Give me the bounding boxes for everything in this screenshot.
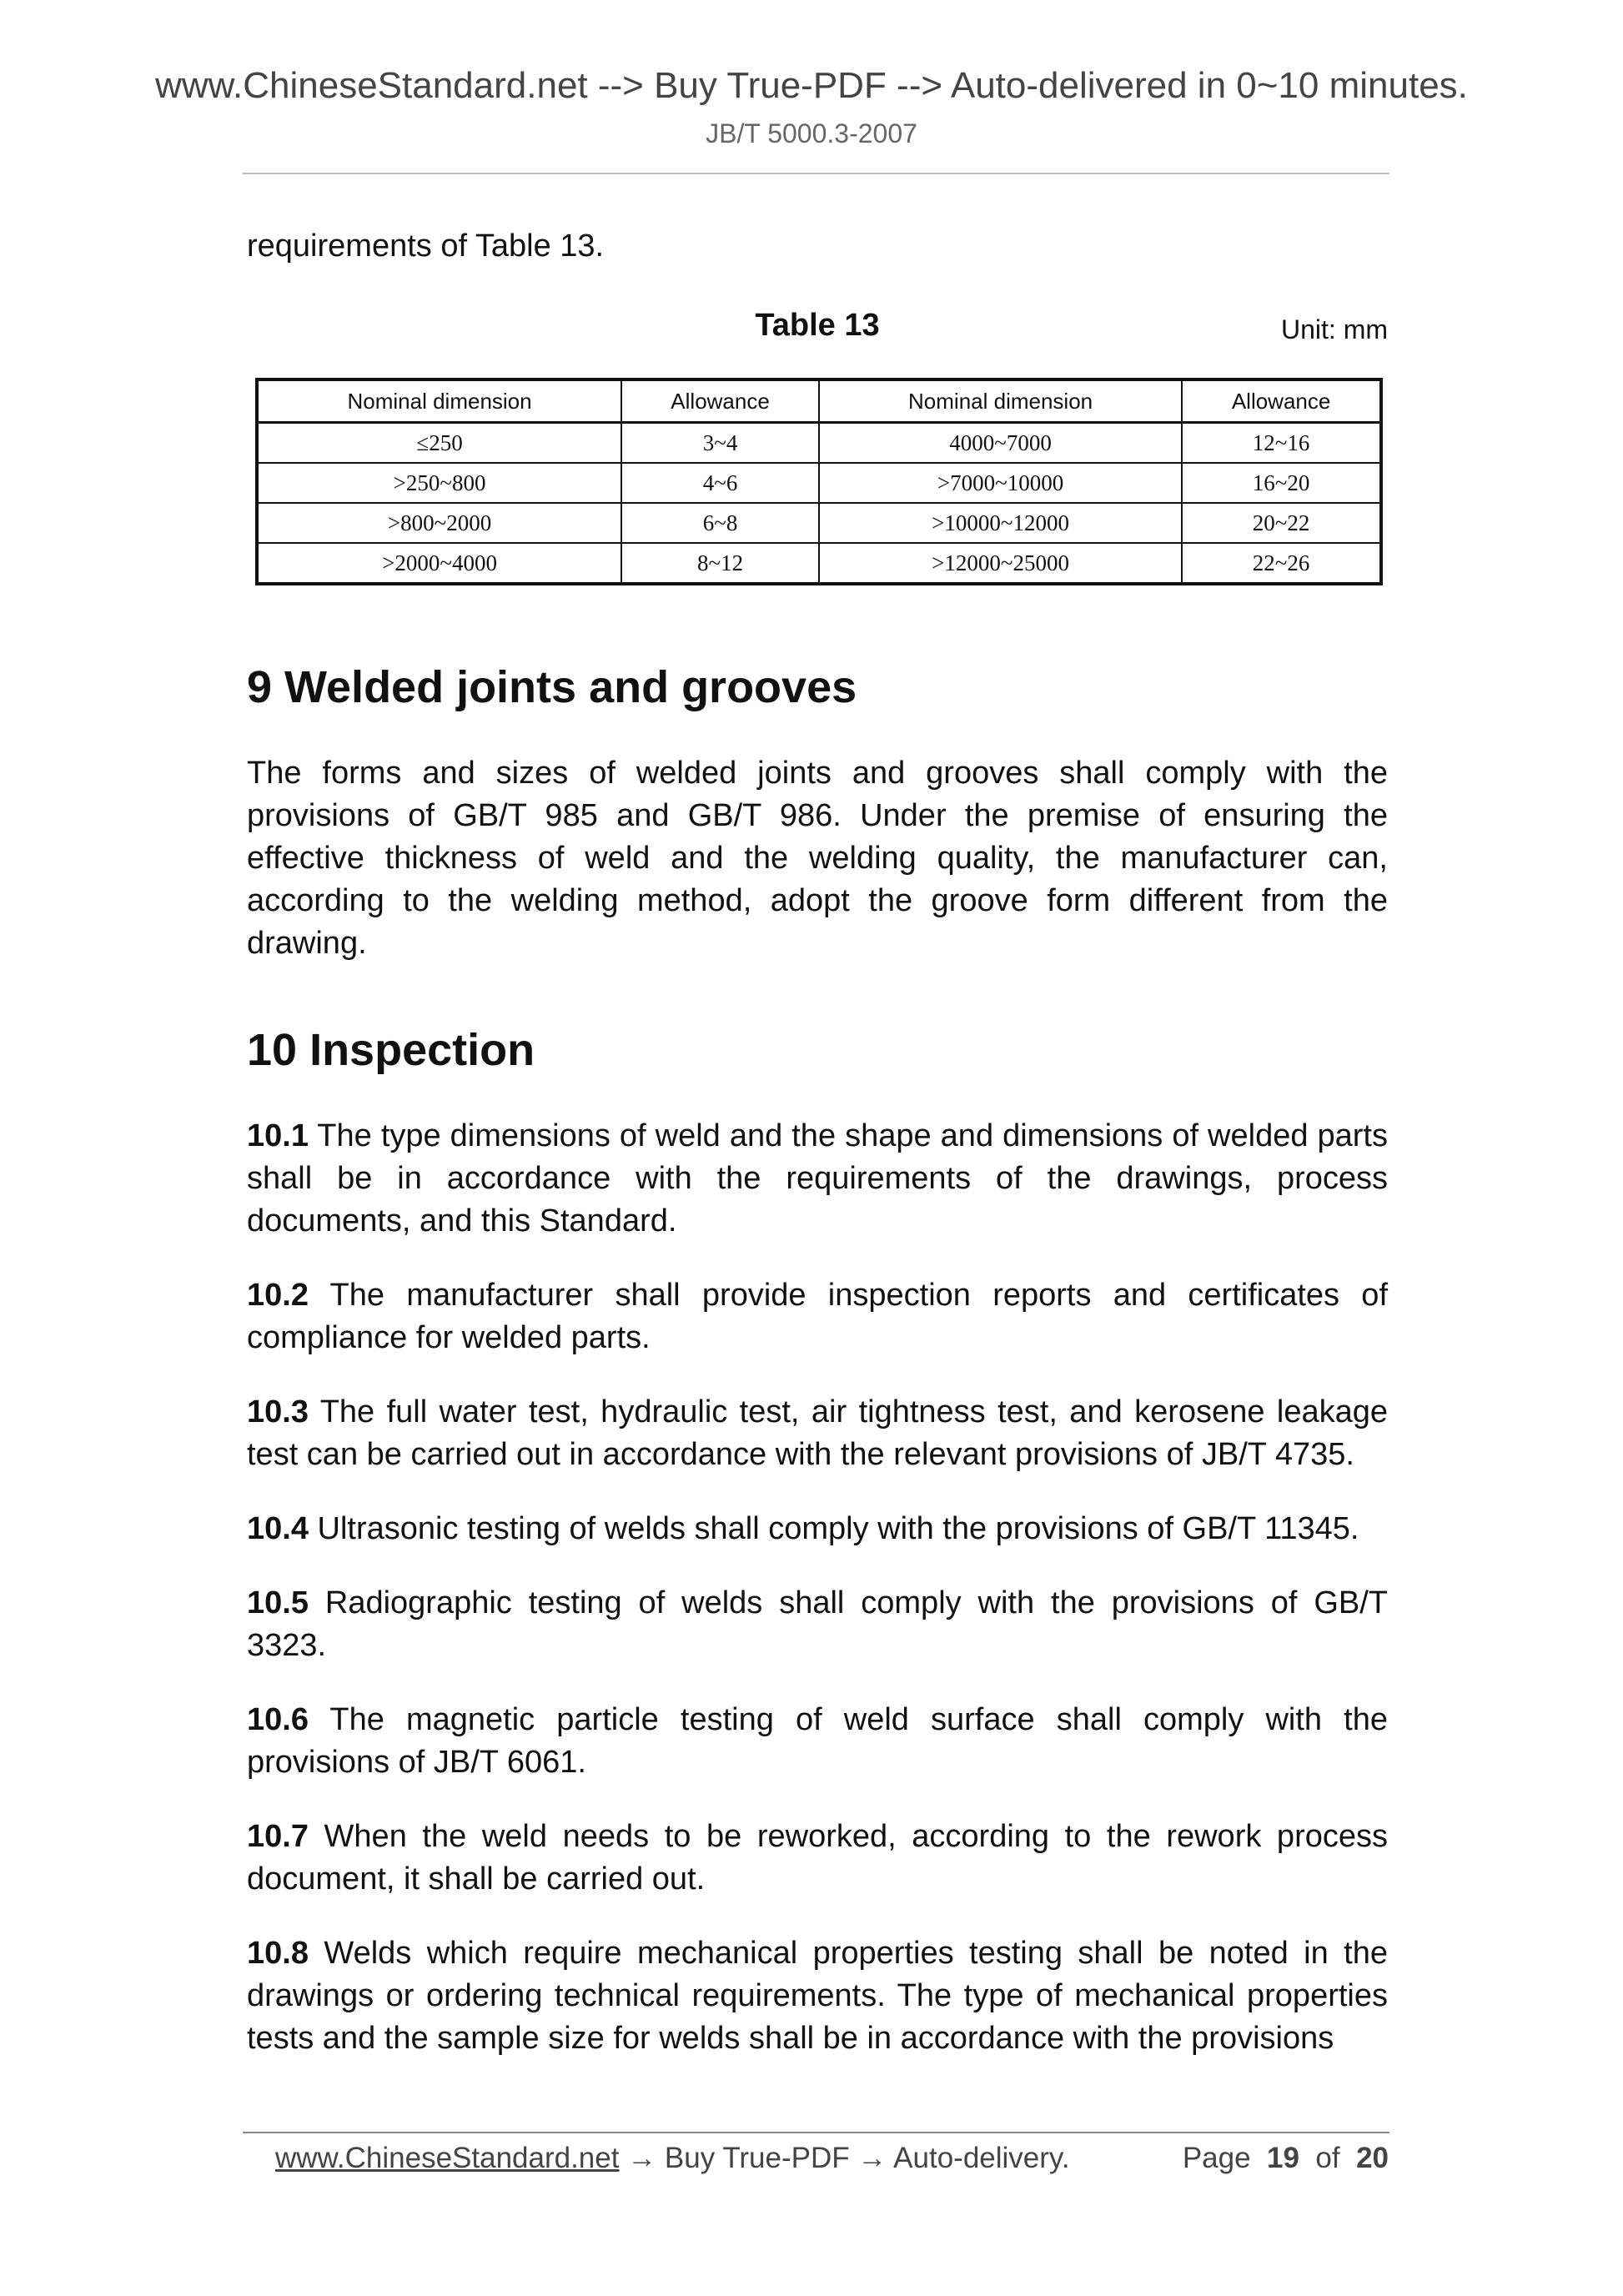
table-row [257,543,1381,584]
table-row [257,463,1381,503]
footer-link[interactable]: www.ChineseStandard.net [275,2142,620,2174]
table-cell: 4000~7000 [819,423,1182,464]
footer [275,2138,1389,2179]
clause-number: 10.1 [247,1118,309,1153]
header-divider [243,173,1389,174]
column-header: Nominal dimension [819,379,1182,423]
footer-divider [243,2132,1389,2133]
clause-number: 10.2 [247,1278,309,1313]
table-cell: 16~20 [1182,463,1381,503]
allowance-table [255,378,1383,585]
table-cell: >2000~4000 [257,543,621,584]
clause-10-7 [247,1816,1388,1901]
table-cell: 8~12 [621,543,819,584]
clause-10-5 [247,1582,1388,1667]
column-header: Nominal dimension [257,379,621,423]
clause-10-2 [247,1274,1388,1359]
page-total: 20 [1356,2142,1389,2174]
clause-10-1 [247,1115,1388,1243]
clause-text: The type dimensions of weld and the shape and dimensions of welded parts shall be in accordance with the requirements of the drawings, process documents, and this Standard. [247,1118,1388,1238]
clause-number: 10.3 [247,1394,309,1429]
page-word: Page [1182,2142,1251,2174]
section-heading-10: 10 Inspection [247,1025,535,1075]
clause-number: 10.5 [247,1585,309,1620]
clause-text: When the weld needs to be reworked, according to the rework process document, it shall be carried out. [247,1819,1388,1897]
clause-text: The magnetic particle testing of weld surface shall comply with the provisions of JB/T 6061. [247,1702,1388,1780]
table-caption [247,308,1388,358]
clause-10-3 [247,1391,1388,1476]
section-9-body: The forms and sizes of welded joints and grooves shall comply with the provisions of GB/T 985 and GB/T 986. Under the premise of ensuring the effective thickness of weld and the welding quality, the manufacturer can, according to the welding method, adopt the groove form different from the drawing. [247,756,1388,961]
column-header: Allowance [621,379,819,423]
table-title: Table 13 [755,308,880,343]
page-number: 19 [1267,2142,1299,2174]
column-header: Allowance [1182,379,1381,423]
section-heading-9: 9 Welded joints and grooves [247,662,857,712]
table-cell: 12~16 [1182,423,1381,464]
clause-number: 10.6 [247,1702,309,1737]
clause-10-4 [247,1508,1388,1550]
of-word: of [1315,2142,1340,2174]
table-cell: 20~22 [1182,503,1381,543]
table-cell: >250~800 [257,463,621,503]
table-cell: 22~26 [1182,543,1381,584]
page-indicator [1183,2138,1389,2179]
table-cell: ≤250 [257,423,621,464]
clause-text: Ultrasonic testing of welds shall comply with the provisions of GB/T 11345. [308,1511,1359,1546]
footer-text: → Buy True-PDF → Auto-delivery. [619,2142,1070,2174]
table-cell: >800~2000 [257,503,621,543]
table-unit: Unit: mm [1281,314,1388,344]
clause-text: Welds which require mechanical properties testing shall be noted in the drawings or ordering technical requirements. The type of mechanical properties tests and the sample size for welds shall be in accordance with the provisions [247,1936,1388,2056]
table-header-row [257,379,1381,423]
clause-10-8 [247,1932,1388,2060]
table-row [257,423,1381,464]
table-cell: 3~4 [621,423,819,464]
table-row [257,503,1381,543]
clause-text: Radiographic testing of welds shall comply with the provisions of GB/T 3323. [247,1585,1388,1663]
clause-number: 10.8 [247,1936,309,1971]
table-cell: 4~6 [621,463,819,503]
table-cell: 6~8 [621,503,819,543]
clause-text: The manufacturer shall provide inspection reports and certificates of compliance for welded parts. [247,1278,1388,1355]
clause-number: 10.7 [247,1819,309,1854]
clause-10-6 [247,1699,1388,1784]
table-cell: >10000~12000 [819,503,1182,543]
standard-number: JB/T 5000.3-2007 [706,118,917,148]
table-cell: >12000~25000 [819,543,1182,584]
clause-number: 10.4 [247,1511,309,1546]
clause-text: The full water test, hydraulic test, air tightness test, and kerosene leakage test can be carried out in accordance with the relevant provisions of JB/T 4735. [247,1394,1388,1472]
page-content [247,219,1388,2092]
table-cell: >7000~10000 [819,463,1182,503]
intro-text: requirements of Table 13. [247,229,605,264]
header-banner: www.ChineseStandard.net --> Buy True-PDF --> Auto-delivered in 0~10 minutes. [155,65,1468,106]
